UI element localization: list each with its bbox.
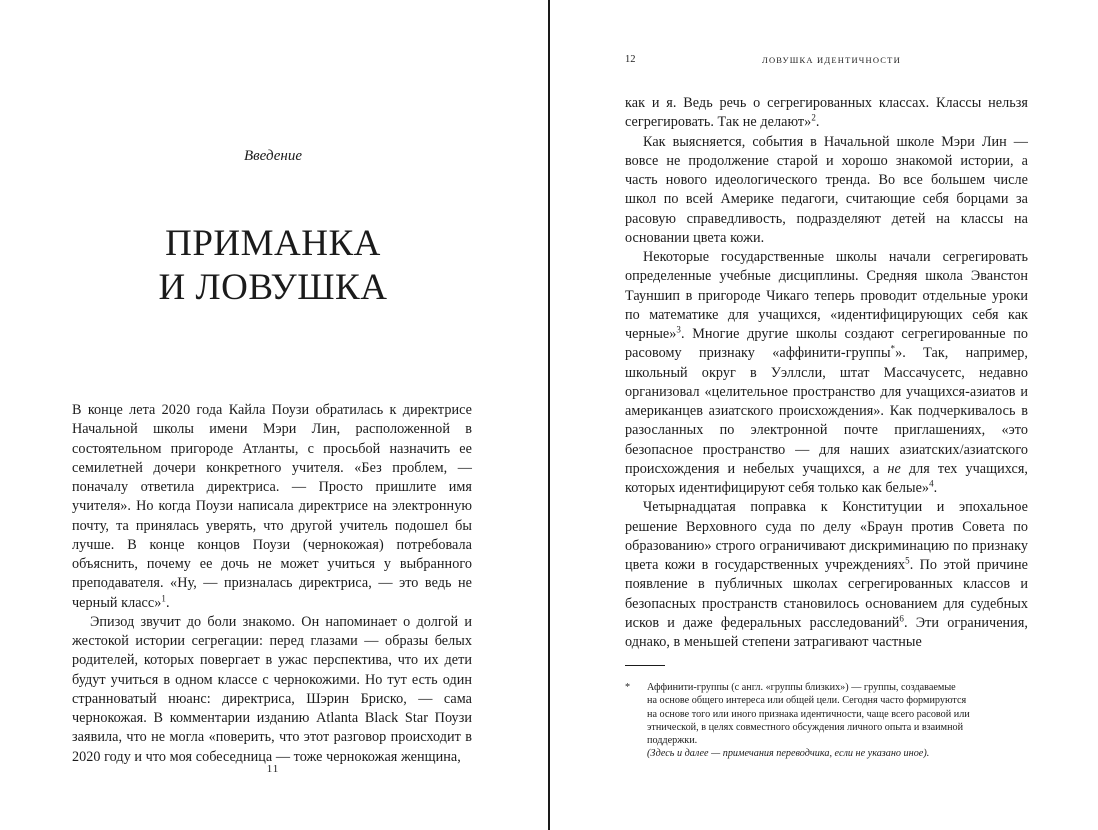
paragraph: Как выясняется, события в Начальной школе Мэри Лин — вовсе не продолжение старой и хорошо знакомой истории, а часть нового идеологического тренда. Во все большем числе школ по всей Америке педагоги, считающие себя борцами за расовую справедливость, подразделяют детей на классы на основании цвета кожи.: [625, 133, 1028, 246]
footnote: [625, 681, 1025, 761]
paragraph: В конце лета 2020 года Кайла Поузи обратилась к директрисе Начальной школы имени Мэри Лин, расположенной в состоятельном пригороде Атланты, с просьбой назначить ее семилетней дочери конкретного учителя. «Без проблем, — поначалу ответила директриса. — Просто пришлите имя учителя». Но когда Поузи написала директрисе на электронную почту, та принялась уверять, что другой учитель подошел бы лучше. В конце концов Поузи (чернокожая) потребовала объяснить, почему ее дочь не может учиться у выбранного преподавателя. «Ну, — призналась директриса, — это ведь не черный класс»$^1$.: [72, 402, 472, 611]
chapter-label: Введение: [244, 148, 302, 164]
left-body-text: [72, 401, 472, 767]
paragraph: Некоторые государственные школы начали сегрегировать определенные учебные дисциплины. Средняя школа Эванстон Тауншип в пригороде Чикаго теперь проводит отдельные уроки по математике для учащихся, «идентифицирующих себя как черные»$^3$. Многие другие школы создают сегрегированные по расовому признаку «аффинити-группы*». Так, например, школьный округ в Уэллсли, штат Массачусетс, недавно организовал «целительное пространство для учащихся-азиатов и американцев азиатского происхождения». Как подчеркивалось в разосланных по электронной почте приглашениях, «это безопасное пространство — для наших азиатских/азиатского происхождения и небелых учащихся, а не для тех учащихся, которых идентифицируют себя только как белые»$^4$.: [625, 249, 1028, 496]
right-page: [550, 0, 1098, 830]
footnote-ref[interactable]: 3: [676, 324, 681, 335]
right-body-text: [625, 94, 1028, 652]
running-head: ЛОВУШКА ИДЕНТИЧНОСТИ: [762, 55, 901, 65]
footnote-marker: *: [625, 682, 631, 693]
footnote-ref[interactable]: 6: [899, 613, 904, 624]
left-page: [0, 0, 548, 830]
footnote-ref[interactable]: 4: [929, 478, 934, 489]
paragraph: Четырнадцатая поправка к Конституции и эпохальное решение Верховного суда по делу «Браун против Совета по образованию» строго ограничивают дискриминацию по признаку цвета кожи в государственных учреждениях$^5$. По этой причине появление в публичных школах сегрегированных классов и безопасных пространств становилось основанием для судебных исков и даже федеральных расследований$^6$. Эти ограничения, однако, в меньшей степени затрагивают частные: [625, 499, 1028, 650]
chapter-title: [0, 222, 546, 310]
footnote-ref[interactable]: 5: [905, 555, 910, 566]
paragraph: как и я. Ведь речь о сегрегированных классах. Классы нельзя сегрегировать. Так не делают»$^2$.: [625, 95, 1028, 131]
footnote-text: Аффинити-группы (с англ. «группы близких») — группы, создаваемые на основе общего интереса или общей цели. Сегодня часто формируются на основе того или иного признака идентичности, чаще всего расовой или этнической, в целях совместного обсуждения личного опыта и взаимной поддержки. (Здесь и далее — примечания переводчика, если не указано иное).: [647, 682, 970, 760]
footnote-ref[interactable]: 2: [811, 112, 816, 123]
footnote-ref[interactable]: 1: [161, 592, 166, 603]
page-number: 11: [266, 763, 280, 775]
chapter-title-line: ПРИМАНКА: [165, 223, 381, 264]
footnote-rule: [625, 665, 665, 666]
footnote-ref[interactable]: *: [890, 343, 896, 354]
paragraph: Эпизод звучит до боли знакомо. Он напоминает о долгой и жестокой истории сегрегации: перед глазами — образы белых родителей, которых повергает в ужас перспектива, что их дети будут учиться в одном классе с чернокожими. Но тут есть один странноватый нюанс: директриса, Шэрин Бриско, — сама чернокожая. В комментарии изданию Atlanta Black Star Поузи заявила, что не могла «поверить, что этот разговор происходит в 2020 году и что моя собеседница — тоже чернокожая женщина,: [72, 613, 472, 765]
page-number: 12: [625, 54, 636, 65]
chapter-title-line: И ЛОВУШКА: [158, 267, 388, 308]
